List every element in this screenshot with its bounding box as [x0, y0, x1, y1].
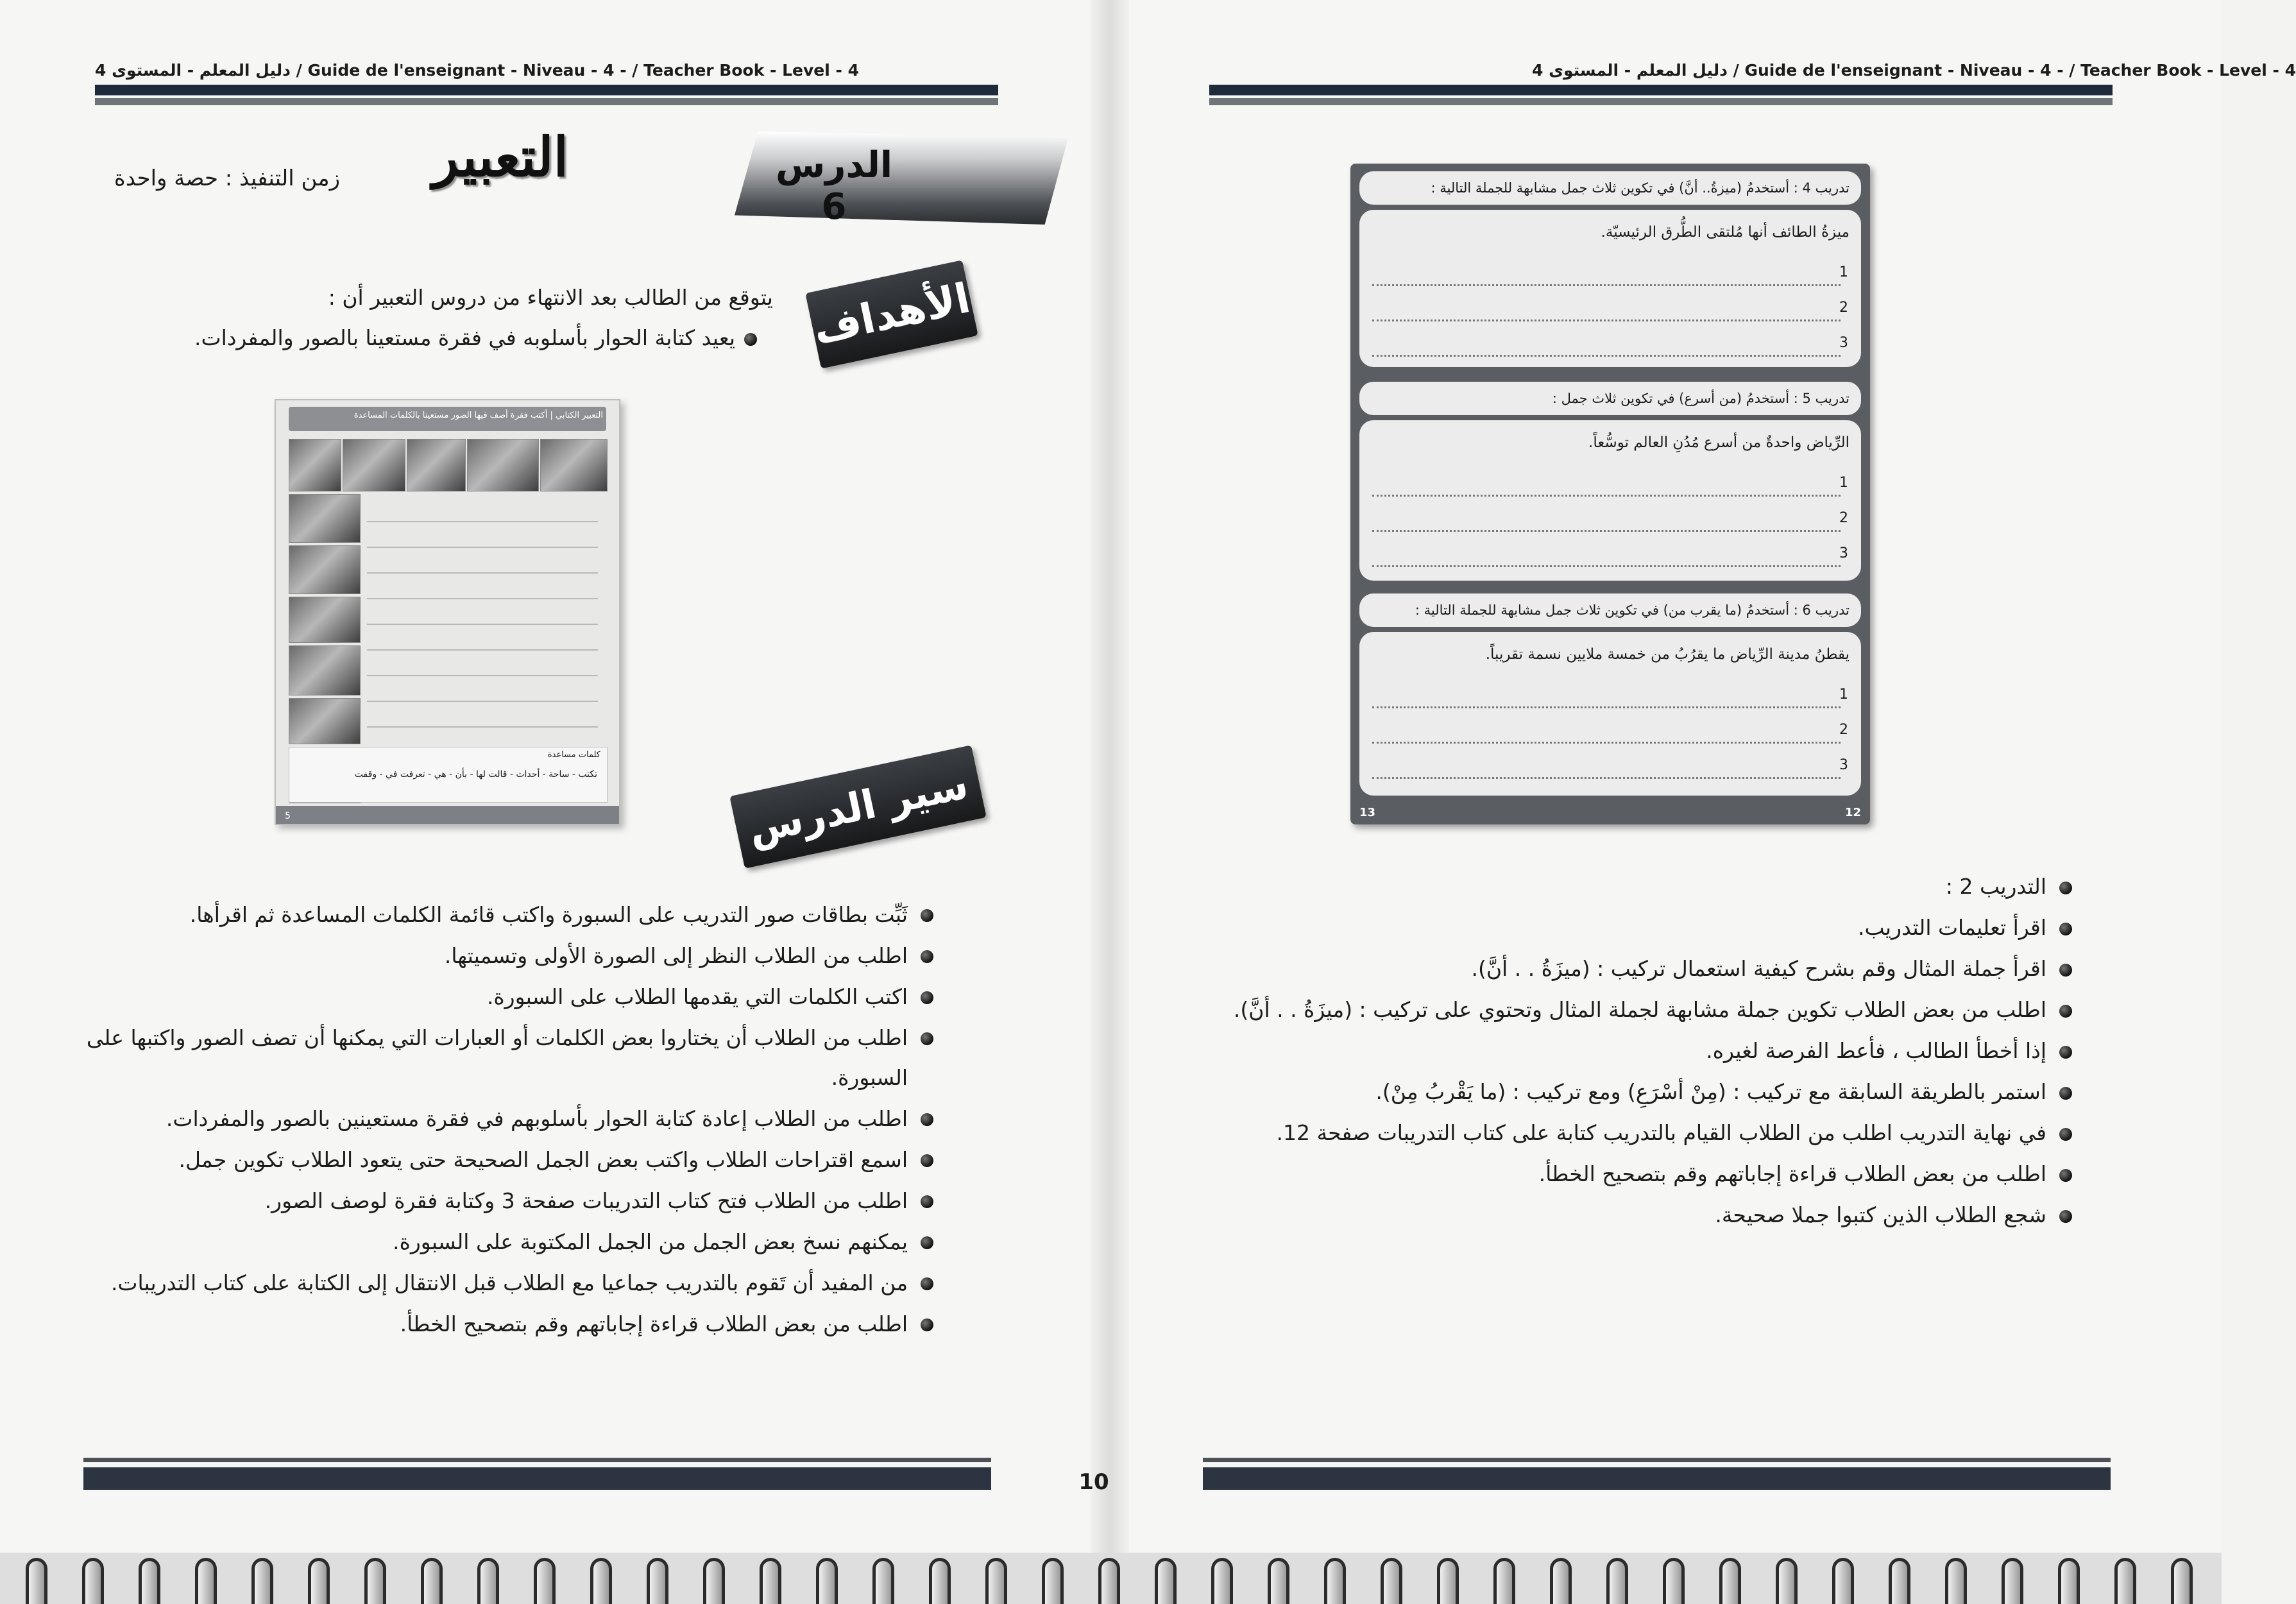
goals-tab: الأهداف [805, 260, 978, 368]
header-rule-right [1209, 85, 2113, 105]
binding-ring [1776, 1558, 1798, 1604]
binding-ring [1211, 1558, 1233, 1604]
lesson-steps-tab: سير الدرس [729, 745, 986, 869]
photo-thumbnail [289, 439, 341, 491]
photo-thumbnail [407, 439, 466, 491]
writing-lines [367, 497, 598, 734]
page-number: 10 [1078, 1469, 1109, 1495]
bullet-icon [744, 333, 757, 346]
list-item: اكتب الكلمات التي يقدمها الطلاب على السبورة. [80, 977, 933, 1017]
exercise-box [1359, 632, 1861, 796]
binding-ring [1832, 1558, 1854, 1604]
helper-words-box [289, 747, 608, 803]
line-number: 3 [1839, 335, 1848, 351]
answer-line [1372, 529, 1841, 532]
thumbnail-instruction: أكتب فقرة أصف فيها الصور مستعينا بالكلمات المساعدة [353, 411, 548, 420]
exercise-example: يقطنُ مدينة الرِّياض ما يقرُبُ من خمسة ملايين نسمة تقريباً. [1485, 646, 1850, 663]
list-item: اقرأ جملة المثال وقم بشرح كيفية استعمال تركيب : (ميزَةُ . . أنَّ). [1187, 948, 2072, 989]
list-item: اطلب من الطلاب النظر إلى الصورة الأولى وتسميتها. [80, 936, 933, 976]
list-item: استمر بالطريقة السابقة مع تركيب : (مِنْ أسْرَعِ) ومع تركيب : (ما يَقْربُ مِنْ). [1187, 1071, 2072, 1113]
binding-ring [760, 1558, 781, 1604]
goals-intro: يتوقع من الطالب بعد الانتهاء من دروس التعبير أن : [328, 285, 773, 310]
exercise-page-number-left: 13 [1359, 806, 1376, 819]
binding-ring [703, 1558, 725, 1604]
binding-ring [985, 1558, 1007, 1604]
exercise-label: تدريب 4 : أستخدمُ (ميزةُ.. أنَّ) في تكوين ثلاث جمل مشابهة للجملة التالية : [1359, 171, 1861, 205]
answer-line [1372, 776, 1841, 779]
binding-ring [1042, 1558, 1064, 1604]
answer-line [1372, 565, 1841, 567]
binding-ring [195, 1558, 217, 1604]
photo-thumbnail [289, 698, 361, 744]
binding-ring [139, 1558, 160, 1604]
binding-ring [647, 1558, 668, 1604]
answer-line [1372, 494, 1841, 497]
list-item: التدريب 2 : [1187, 866, 2072, 907]
photo-thumbnail [289, 597, 361, 643]
line-number: 3 [1839, 757, 1848, 773]
footer-rule-left [83, 1458, 991, 1490]
binding-ring [1889, 1558, 1910, 1604]
footer-rule-right [1203, 1458, 2111, 1490]
binding-ring [1606, 1558, 1628, 1604]
binding-ring [364, 1558, 386, 1604]
binding-ring [929, 1558, 951, 1604]
binding-ring [1437, 1558, 1459, 1604]
list-item: اقرأ تعليمات التدريب. [1187, 907, 2072, 948]
binding-ring [2058, 1558, 2080, 1604]
textbook-page-thumbnail [275, 399, 620, 825]
list-item: اطلب من بعض الطلاب قراءة إجاباتهم وقم بتصحيح الخطأ. [1187, 1154, 2072, 1195]
answer-line [1372, 741, 1841, 744]
line-number: 3 [1839, 545, 1848, 561]
line-number: 1 [1839, 475, 1848, 491]
answer-line [1372, 354, 1841, 357]
answer-line [1372, 284, 1841, 286]
binding-ring [1945, 1558, 1967, 1604]
running-header-left: دليل المعلم - المستوى 4 / Guide de l'enseignant - Niveau - 4 - / Teacher Book - Level - 4 [95, 61, 860, 80]
line-number: 2 [1839, 510, 1848, 526]
line-number: 2 [1839, 722, 1848, 738]
instructions-list [1187, 866, 2072, 1236]
binding-ring [26, 1558, 47, 1604]
list-item: اطلب من بعض الطلاب تكوين جملة مشابهة لجملة المثال وتحتوي على تركيب : (ميزَةُ . . أنَّ). [1187, 989, 2072, 1030]
answer-line [1372, 706, 1841, 708]
list-item: اسمع اقتراحات الطلاب واكتب بعض الجمل الصحيحة حتى يتعود الطلاب تكوين جمل. [80, 1140, 933, 1180]
running-header-right: دليل المعلم - المستوى 4 / Guide de l'enseignant - Niveau - 4 - / Teacher Book - Level - 4 [1532, 61, 2296, 80]
list-item: اطلب من الطلاب أن يختاروا بعض الكلمات أو العبارات التي يمكنها أن تصف الصور واكتبها على السبورة. [80, 1018, 933, 1098]
line-number: 2 [1839, 300, 1848, 316]
answer-line [1372, 319, 1841, 321]
exercise-page-image [1350, 164, 1870, 824]
binding-ring [2002, 1558, 2023, 1604]
list-item: يمكنهم نسخ بعض الجمل من الجمل المكتوبة على السبورة. [80, 1222, 933, 1262]
thumbnail-tag: التعبير الكتابي [555, 411, 603, 420]
binding-ring [816, 1558, 838, 1604]
binding-ring [1268, 1558, 1289, 1604]
line-number: 1 [1839, 264, 1848, 280]
goals-bullet-text: يعيد كتابة الحوار بأسلوبه في فقرة مستعينا بالصور والمفردات. [194, 325, 735, 350]
thumbnail-page-number: 5 [285, 811, 291, 821]
list-item: إذا أخطأ الطالب ، فأعط الفرصة لغيره. [1187, 1030, 2072, 1071]
binding-ring [2114, 1558, 2136, 1604]
binding-ring [251, 1558, 273, 1604]
binding-ring [1155, 1558, 1177, 1604]
binding-ring [872, 1558, 894, 1604]
photo-thumbnail [289, 545, 361, 594]
lesson-title: التعبير [432, 125, 568, 189]
photo-thumbnail [289, 494, 361, 543]
lesson-steps-list [80, 895, 933, 1345]
list-item: في نهاية التدريب اطلب من الطلاب القيام بالتدريب كتابة على كتاب التدريبات صفحة 12. [1187, 1113, 2072, 1154]
thumbnail-header [289, 407, 606, 431]
helper-words-title: كلمات مساعدة [547, 750, 600, 760]
binding-ring [1550, 1558, 1572, 1604]
list-item: ثَبِّت بطاقات صور التدريب على السبورة واكتب قائمة الكلمات المساعدة ثم اقرأها. [80, 895, 933, 935]
helper-words: تكتب - ساحة - أحداث - قالت لها - بأن - هي - تعرفت في - وقفت [354, 769, 597, 780]
exercise-label: تدريب 5 : أستخدمُ (من أسرع) في تكوين ثلاث جمل : [1359, 382, 1861, 415]
photo-thumbnail [289, 645, 361, 695]
list-item: اطلب من الطلاب فتح كتاب التدريبات صفحة 3 وكتابة فقرة لوصف الصور. [80, 1181, 933, 1221]
list-item: شجع الطلاب الذين كتبوا جملا صحيحة. [1187, 1195, 2072, 1236]
list-item: اطلب من الطلاب إعادة كتابة الحوار بأسلوبهم في فقرة مستعينين بالصور والمفردات. [80, 1099, 933, 1139]
binding-ring [308, 1558, 330, 1604]
exercise-page-number-right: 12 [1844, 806, 1861, 819]
photo-thumbnail [467, 439, 539, 491]
binding-ring [590, 1558, 612, 1604]
binding-ring [1381, 1558, 1402, 1604]
binding-ring [2171, 1558, 2193, 1604]
thumbnail-footer [276, 806, 619, 824]
binding-ring [1493, 1558, 1515, 1604]
lesson-number: الدرس 6 [775, 144, 893, 228]
exercise-label: تدريب 6 : أستخدمُ (ما يقرب من) في تكوين ثلاث جمل مشابهة للجملة التالية : [1359, 593, 1861, 627]
book-gutter [1091, 0, 1129, 1566]
lesson-duration: زمن التنفيذ : حصة واحدة [114, 166, 340, 191]
header-rule-left [95, 85, 998, 105]
goals-bullet [115, 325, 757, 350]
binding-ring [1719, 1558, 1741, 1604]
exercise-example: الرِّياض واحدةٌ من أسرع مُدُنِ العالم توسُّعاً. [1588, 434, 1850, 451]
exercise-box [1359, 420, 1861, 581]
binding-ring [477, 1558, 499, 1604]
list-item: اطلب من بعض الطلاب قراءة إجاباتهم وقم بتصحيح الخطأ. [80, 1304, 933, 1344]
exercise-box [1359, 210, 1861, 367]
line-number: 1 [1839, 687, 1848, 703]
photo-thumbnail [540, 439, 608, 491]
list-item: من المفيد أن تَقوم بالتدريب جماعيا مع الطلاب قبل الانتقال إلى الكتابة على كتاب التدريبات. [80, 1263, 933, 1303]
exercise-example: ميزةُ الطائف أنها مُلتقى الطُّرق الرئيسيّة. [1601, 224, 1850, 241]
binding-ring [1098, 1558, 1120, 1604]
binding-ring [1324, 1558, 1346, 1604]
binding-ring [1663, 1558, 1685, 1604]
thumbnail-title: التعبير الكتابي | أكتب فقرة أصف فيها الصور مستعينا بالكلمات المساعدة [353, 411, 603, 420]
binding-ring [82, 1558, 104, 1604]
binding-ring [421, 1558, 443, 1604]
photo-thumbnail [343, 439, 405, 491]
binding-ring [534, 1558, 556, 1604]
